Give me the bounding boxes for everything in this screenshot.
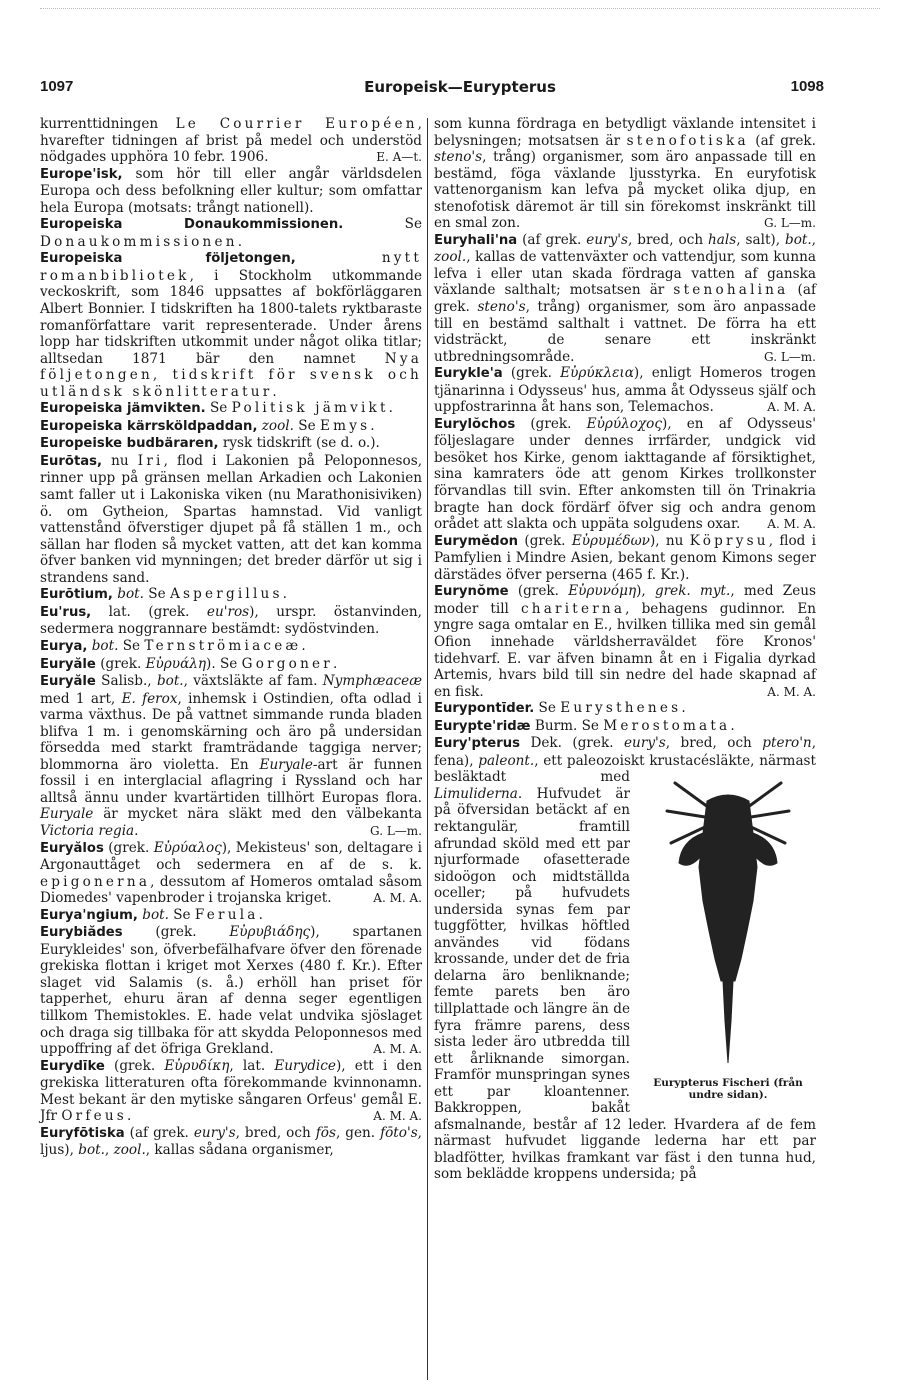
entry-donaukommissionen: Europeiska Donaukommissionen. Se Donaukommissionen.: [40, 216, 422, 250]
headword: Eurōtium,: [40, 587, 113, 603]
page-number-left: 1097: [40, 78, 74, 95]
entry-karrskoldpaddan: Europeiska kärrsköldpaddan, zool. Se Emys.: [40, 417, 375, 434]
headword: Eury'pterus: [434, 736, 520, 752]
signature: A. M. A.: [767, 517, 816, 532]
entry-eurybiades: Eurybiădes (grek. Εὐρυβιάδης), spartanen Eurykleides' son, öfverbefälhafvare öfver den förenade grekiska flottan i kriget mot Xerxes (480 f. Kr.). Efter slaget vid Salamis (s. å.) erhöll han priset för tapperhet, ehuru äran af denna seger egentligen tillkom Themistokles. E. hade velat undvika sjöslaget och draga sig tillbaka för att skydda Peloponnesos med uppoffring af det öfriga Grekland. A. M. A.: [40, 924, 422, 1058]
headword: Euryhali'na: [434, 232, 518, 248]
headword: Europeiske budbäraren,: [40, 436, 219, 452]
eurypterus-illustration: [653, 771, 803, 1071]
headword: Eurōtas,: [40, 453, 103, 469]
entry-eurotium: Eurōtium, bot. Se Aspergillus.: [40, 586, 287, 603]
entry-europeisk: Europe'isk, som hör till eller angår världsdelen Europa och dess befolkning eller kultur; som omfattar hela Europa (motsats: trångt nationell).: [40, 165, 422, 216]
entry-euryale-myth: Euryăle (grek. Εὐρυάλη). Se Gorgoner.: [40, 655, 338, 672]
signature: A. M. A.: [373, 1042, 422, 1057]
headword: Euryălos: [40, 840, 104, 856]
entry-euryalos: Euryălos (grek. Εὐρύαλος), Mekisteus' son, deltagare i Argonauttåget och sedermera en af de s. k. epigonerna, dessutom af Homeros omtalad såsom Diomedes' vapenbroder i trojanska kriget. A. M. A.: [40, 839, 422, 907]
headword: Eurypontīder.: [434, 701, 535, 717]
entry-euryfotiska: Euryfōtiska (af grek. eury's, bred, och fōs, gen. fōto's, ljus), bot., zool., kallas sådana organismer,: [40, 1124, 422, 1159]
left-column: [40, 116, 422, 1159]
right-column: [434, 116, 816, 1183]
headword: Europeiska jämvikten.: [40, 401, 206, 417]
entry-eurypteridae: Eurypte'ridæ Burm. Se Merostomata.: [434, 717, 735, 734]
entry-budbararen: Europeiske budbäraren, rysk tidskrift (se d. o.).: [40, 435, 380, 452]
signature: A. M. A.: [373, 1109, 422, 1124]
entry-eurya: Eurya, bot. Se Ternströmiaceæ.: [40, 637, 306, 654]
entry-eurynome: Eurynŏme (grek. Εὐρυνόμη), grek. myt., med Zeus moder till chariterna, behagens gudinnor. En yngre saga omtalar en E., hvilken tillika med sin gemål Ofion innehade världsherraväldet före Kronos' tidehvarf. E. var äfven binamn åt en i Figalia dyrkad Artemis, hvars bild till sin nedre del hade skapnad af en fisk. A. M. A.: [434, 583, 817, 700]
page-number-right: 1098: [790, 78, 824, 95]
entry-eurykleia: Eurykle'a (grek. Εὐρύκλεια), enligt Homeros trogen tjänarinna i Odysseus' hus, amma åt Odysseus själf och uppfostrarinna åt hans son, Telemachos. A. M. A.: [434, 365, 817, 416]
entry-euryangium: Eurya'ngium, bot. Se Ferula.: [40, 906, 263, 923]
entry-eurymedon: Eurymĕdon (grek. Εὐρυμέδων), nu Köprysu, flod i Pamfylien i Mindre Asien, bekant genom Kimons seger därstädes öfver perserna (465 f. Kr.).: [434, 532, 817, 583]
headword: Eurynŏme: [434, 584, 509, 600]
top-dotted-rule: [40, 8, 880, 9]
headword: Eu'rus,: [40, 604, 92, 620]
headword: Eurymĕdon: [434, 533, 519, 549]
column-rule: [427, 118, 428, 1380]
headword: Europe'isk,: [40, 166, 123, 182]
signature: G. L—m.: [370, 823, 422, 838]
entry-eurypontider: Eurypontīder. Se Eurysthenes.: [434, 700, 686, 717]
headword: Euryăle: [40, 656, 96, 672]
entry-jamvikten: Europeiska jämvikten. Se Politisk jämvikt.: [40, 400, 393, 417]
entry-euryale-bot: Euryăle Salisb., bot., växtsläkte af fam. Nymphæaceæ med 1 art, E. ferox, inhemsk i Ostindien, ofta odlad i varma växthus. De på vattnet simmande runda bladen blifva 1 m. i genomskärning och äro på undersidan försedda med starkt framträdande taggiga nerver; blommorna äro violetta. En Euryale-art är funnen fossil i en interglacial aflagring i Ryssland och har alltså ännu under kvartärtiden tillhört Europas flora. Euryale är mycket nära släkt med den välbekanta Victoria regia. G. L—m.: [40, 673, 422, 839]
entry-eurypterus: Eury'pterus Dek. (grek. eury's, bred, och ptero'n, fena), paleont., ett paleozoiskt krustacésläkte, närmast besläktadt med Eurypterus Fischeri (från undre sidan). Limuliderna. Hufvudet är på öfversidan betäckt af en rektangulär, framtill afrundad sköld med ett par njurformade ofasetterade sidoögon och midtställda oceller; på hufvudets undersida synas fem par tuggfötter, hvilkas höftled användes vid födans krossande, under det de fria delarna äro benliknande; femte parets ben äro tillplattade och längre än de fyra främre parens, dess sista leder äro utbredda till ett årliknande simorgan. Framför munspringan synes ett par kloantenner. Bakkroppen, bakåt afsmalnande, består af 12 leder. Hvardera af de fem närmast hufvudet liggande lederna har ett par bladfötter, hvilkas framkant var fäst i den tunna hud, som beklädde kroppens undersida; på: [434, 735, 817, 1183]
headword: Europeiska följetongen,: [40, 251, 296, 267]
headword: Europeiska kärrsköldpaddan,: [40, 418, 258, 434]
signature: G. L—m.: [764, 349, 816, 364]
entry-euryfotiska-cont: som kunna fördraga en betydligt växlande intensitet i belysningen; motsatsen är stenofotiska (af grek. steno's, trång) organismer, som äro anpassade till en bestämd, föga växlande ljusstyrka. En euryfotisk vattenorganism kan lefva på mycket olika djup, en stenofotisk däremot är till sin förekomst inskränkt till en smal zon. G. L—m.: [434, 116, 816, 232]
headword: Eurykle'a: [434, 366, 503, 382]
headword: Eurydīke: [40, 1058, 105, 1074]
entry-foljetongen: Europeiska följetongen, nytt romanbibliotek, i Stockholm utkommande veckoskrift, som 1846 uppsattes af bokförläggaren Albert Bonnier. I tidskriften ha 1800-talets ryktbaraste romanförfattare varit representerade. Under årens lopp har tidskriften utkommit under något olika titlar; alltsedan 1871 bär den namnet Nya följetongen, tidskrift för svensk och utländsk skönlitteratur.: [40, 250, 423, 400]
headword: Europeiska Donaukommissionen.: [40, 217, 344, 233]
entry-eurydike: Eurydīke (grek. Εὐρυδίκη, lat. Eurydice), ett i den grekiska litteraturen ofta förekommande kvinnonamn. Mest bekant är den mytiske sångaren Orfeus' gemål E. Jfr Orfeus. A. M. A.: [40, 1057, 423, 1125]
eurypterus-figure: [640, 771, 816, 1101]
signature: A. M. A.: [767, 400, 816, 415]
signature: A. M. A.: [767, 684, 816, 699]
entry-eurotas: Eurōtas, nu Iri, flod i Lakonien på Peloponnesos, rinner upp på gränsen mellan Arkadien och Lakonien samt faller ut i Lakoniska viken (nu Marathonisiviken) ö. om Gytheion, Spartas hamnstad. Vid vanligt vattenstånd öfverstiger djupet på få ställen 1 m., och sällan har floden så mycket vatten, att det kan komma öfver banken vid mynningen; det breder därför ut sig i strandens sand.: [40, 452, 423, 586]
entry-eurus: Eu'rus, lat. (grek. eu'ros), urspr. östanvinden, sedermera noggrannare bestämdt: sydöstvinden.: [40, 603, 422, 638]
signature: A. M. A.: [373, 891, 422, 906]
headword: Eurylŏchos: [434, 416, 516, 432]
running-head: Europeisk—Eurypterus: [364, 78, 556, 96]
headword: Eurya'ngium,: [40, 907, 138, 923]
entry-euryhalina: Euryhali'na (af grek. eury's, bred, och hals, salt), bot., zool., kallas de vattenväxter och vattendjur, som kunna lefva i eller utan skada fördraga vatten af ganska växlande salthalt; motsatsen är stenohalina (af grek. steno's, trång) organismer, som äro anpassade till en bestämd salthalt i vattnet. De förra ha ett vidsträckt, de senare ett inskränkt utbredningsområde. G. L—m.: [434, 231, 817, 365]
headword: Euryăle: [40, 674, 96, 690]
headword: Eurypte'ridæ: [434, 718, 531, 734]
headword: Eurya,: [40, 638, 88, 654]
figure-caption: Eurypterus Fischeri (från undre sidan).: [653, 1077, 803, 1102]
headword: Eurybiădes: [40, 925, 123, 941]
headword: Euryfōtiska: [40, 1125, 125, 1141]
entry-le-courrier: kurrenttidningen Le Courrier Européen, hvarefter tidningen af brist på medel och understöd nödgades upphöra 10 febr. 1906. E. A—t.: [40, 116, 422, 166]
entry-eurylochos: Eurylŏchos (grek. Εὐρύλοχος), en af Odysseus' följeslagare under dennes irrfärder, undgick vid besöket hos Kirke, genom iakttagande af försiktighet, sina kamraters öde att genom Kirkes trollkonster förvandlas till svin. Efter ankomsten till ön Trinakria bragte han dock fördärf öfver sig och andra genom orådet att slakta och uppäta solgudens oxar. A. M. A.: [434, 415, 817, 533]
signature: G. L—m.: [764, 216, 816, 231]
signature: E. A—t.: [376, 150, 422, 165]
